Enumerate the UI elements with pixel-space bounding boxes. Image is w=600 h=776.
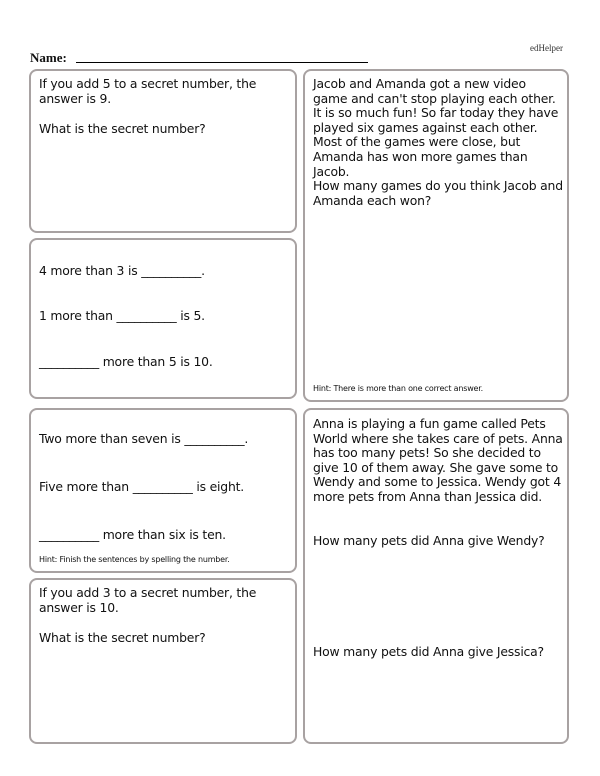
problem-box-more-than-numbers [29,238,297,399]
sentence-2: Five more than __________ is eight. [39,479,245,494]
problem-question: What is the secret number? [39,630,206,645]
sentence-2: 1 more than __________ is 5. [39,308,205,323]
problem-box-secret-number-2 [29,578,297,744]
sentence-1: Two more than seven is __________. [39,431,249,446]
story-text: Jacob and Amanda got a new video game and can't stop playing each other. It is so much fun! So far today they have played six games against each other. Most of the games were close, but Amanda has won more games than Jacob. How many games do you think Jacob and Amanda each won? [313,76,563,208]
question-wendy: How many pets did Anna give Wendy? [313,533,545,548]
problem-text: If you add 3 to a secret number, the answer is 10. [39,585,257,615]
question-jessica: How many pets did Anna give Jessica? [313,644,544,659]
sentence-3: __________ more than six is ten. [39,527,226,542]
story-text: Anna is playing a fun game called Pets World where she takes care of pets. Anna has too many pets! So she decided to give 10 of them away. She gave some to Wendy and some to Jessica. Wendy got 4 more pets from Anna than Jessica did. [313,416,563,504]
problem-box-more-than-words [29,408,297,573]
brand-label: edHelper [530,43,563,53]
problem-box-secret-number-1 [29,69,297,233]
problem-box-pets-world [303,408,569,744]
problem-question: What is the secret number? [39,121,206,136]
sentence-3: __________ more than 5 is 10. [39,354,213,369]
hint-text: Hint: Finish the sentences by spelling the number. [39,555,230,564]
name-line[interactable] [76,62,368,63]
problem-box-video-game [303,69,569,402]
problem-text: If you add 5 to a secret number, the answer is 9. [39,76,257,106]
sentence-1: 4 more than 3 is __________. [39,263,205,278]
hint-text: Hint: There is more than one correct answer. [313,384,483,393]
name-label: Name: [30,50,67,65]
